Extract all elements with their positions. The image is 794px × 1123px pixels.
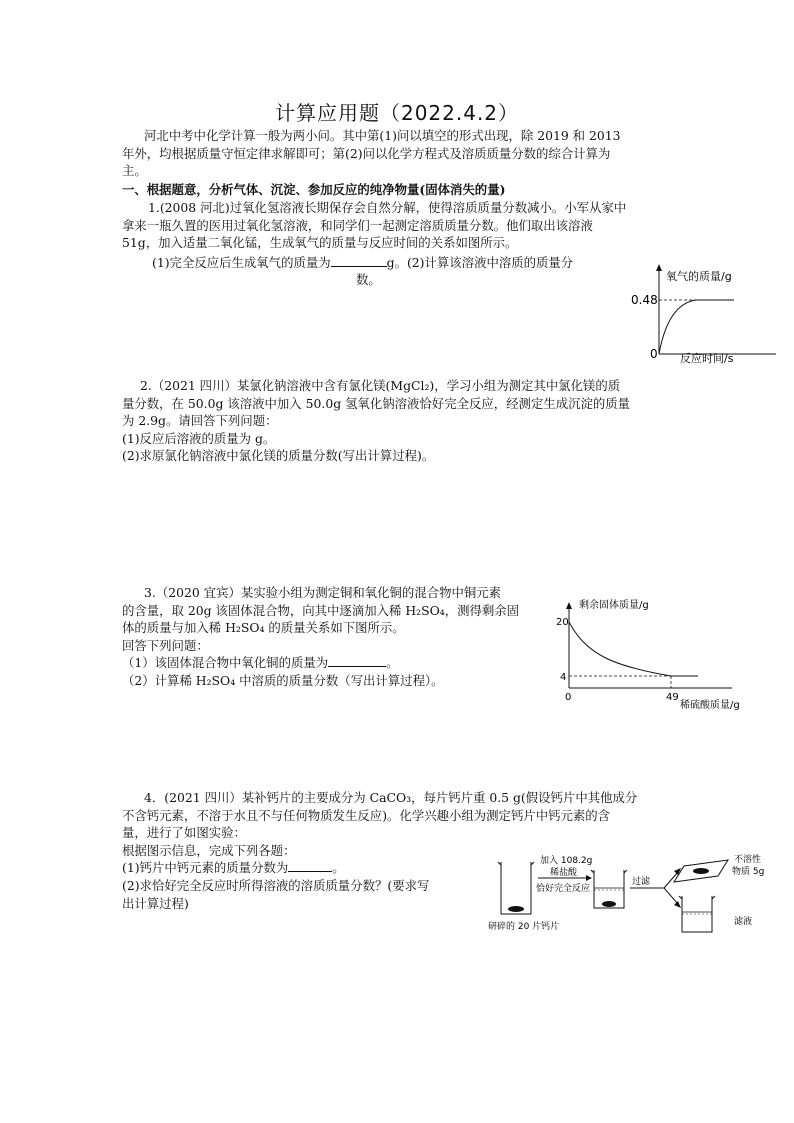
q1-curve [659, 300, 734, 354]
q4-line: 根据图示信息，完成下列各题： [122, 842, 296, 858]
q4-filter-label: 过滤 [632, 877, 651, 887]
question-2 [122, 377, 692, 465]
q2-line: (1)反应后溶液的质量为 g。 [122, 430, 276, 446]
q3-line: 体的质量与加入稀 H₂SO₄ 的质量关系如下图所示。 [122, 620, 405, 636]
q3-part-1-end: 。 [386, 655, 399, 671]
q3-ytick-low: 4 [560, 672, 567, 683]
q4-line: 不含钙元素，不溶于水且不与任何物质发生反应)。化学兴趣小组为测定钙片中钙元素的含 [122, 807, 611, 823]
q3-part-1-text: （1）该固体混合物中氧化铜的质量为 [122, 655, 329, 671]
q4-line: 量，进行了如图实验： [122, 825, 246, 841]
intro-line: 河北中考中化学计算一般为两小问。其中第(1)问以填空的形式出现，除 2019 和 2013 [144, 128, 621, 143]
q1-ylabel: 氧气的质量/g [666, 270, 732, 283]
beaker-1-icon [498, 862, 534, 914]
question-3 [122, 584, 562, 690]
q1-y-arrow-icon [656, 264, 662, 271]
q1-line: 拿来一瓶久置的医用过氧化氢溶液，和同学们一起测定溶质质量分数。他们取出该溶液 [122, 217, 593, 233]
q2-line: 量分数，在 50.0g 该溶液中加入 50.0g 氢氧化钠溶液恰好完全反应，经测定生成沉淀的质量 [122, 395, 631, 411]
q1-answer-blank[interactable] [331, 254, 387, 267]
q4-arrow-1-head-icon [586, 875, 592, 881]
q4-experiment-diagram [484, 852, 784, 942]
q3-ytick-top: 20 [556, 617, 569, 628]
q4-arrow-down-head-icon [674, 901, 681, 908]
q1-line: 1.(2008 河北)过氧化氢溶液长期保存会自然分解，使得溶质质量分数减小。小军从家中 [148, 200, 627, 215]
q3-part-1 [122, 654, 562, 672]
q1-origin: 0 [650, 347, 658, 361]
q4-part-1-text: (1)钙片中钙元素的质量分数为 [122, 860, 289, 876]
q3-line: 3.（2020 宜宾）某实验小组为测定铜和氧化铜的混合物中铜元素 [144, 585, 502, 600]
q3-line: 的含量，取 20g 该固体混合物，向其中逐滴加入稀 H₂SO₄，测得剩余固 [122, 602, 520, 618]
q4-part-1-end: 。 [332, 860, 345, 876]
beaker-3-icon [679, 896, 715, 932]
q1-line: 51g，加入适量二氧化锰，生成氧气的质量与反应时间的关系如图所示。 [122, 235, 518, 251]
q4-part-2-line: (2)求恰好完全反应时所得溶液的溶质质量分数？(要求写 [122, 877, 430, 893]
q4-insoluble-label: 不溶性 [734, 855, 762, 865]
q1-xlabel: 反应时间/s [680, 352, 734, 365]
q4-part-2-line: 出计算过程) [122, 895, 189, 911]
q1-part-1-text-post: g。(2)计算该溶液中溶质的质量分 [386, 254, 574, 270]
intro-line: 主。 [122, 163, 147, 179]
q4-add-label: 加入 108.2g [540, 856, 593, 866]
q4-filtrate-label: 滤液 [734, 917, 753, 927]
q3-part-2: （2）计算稀 H₂SO₄ 中溶质的质量分数（写出计算过程）。 [122, 672, 444, 688]
q4-reaction-label: 恰好完全反应 [536, 884, 591, 894]
q4-acid-label: 稀盐酸 [550, 868, 578, 878]
q3-origin: 0 [565, 692, 572, 703]
q3-answer-blank[interactable] [328, 654, 386, 667]
q4-line: 4．(2021 四川）某补钙片的主要成分为 CaCO₃，每片钙片重 0.5 g(假设钙片中其他成分 [144, 790, 638, 805]
q4-tablets-label: 研碎的 20 片钙片 [488, 922, 560, 932]
filter-paper-icon [674, 860, 728, 882]
q2-line: 2.（2021 四川）某氯化钠溶液中含有氯化镁(MgCl₂)，学习小组为测定其中氯化镁的质 [140, 378, 621, 393]
q2-line: 为 2.9g。请回答下列问题： [122, 413, 278, 429]
q1-part-1-end: 数。 [356, 272, 381, 288]
q1-part-1 [122, 254, 692, 272]
q3-xlabel: 稀硫酸质量/g [680, 700, 740, 711]
page-title: 计算应用题（2022.4.2） [274, 101, 520, 125]
section-heading: 一、根据题意，分析气体、沉淀、参加反应的纯净物量(固体消失的量) [122, 182, 506, 197]
q3-y-arrow-icon [566, 602, 572, 609]
q4-answer-blank[interactable] [288, 859, 332, 872]
q2-line: (2)求原氯化钠溶液中氯化镁的质量分数(写出计算过程)。 [122, 448, 435, 464]
q3-curve [569, 622, 698, 676]
q1-ytick: 0.48 [631, 293, 658, 307]
q3-line: 回答下列问题： [122, 637, 209, 653]
q1-oxygen-chart [628, 262, 780, 368]
q3-solid-mass-chart [552, 594, 752, 712]
question-1 [122, 199, 692, 289]
intro-line: 年外，均根据质量守恒定律求解即可；第(2)问以化学方程式及溶质质量分数的综合计算为 [122, 145, 611, 161]
beaker-2-icon [591, 870, 627, 908]
intro-paragraph [122, 127, 682, 180]
q1-part-1-text: (1)完全反应后生成氧气的质量为 [152, 254, 331, 270]
q4-arrow-down [664, 888, 678, 904]
q4-insoluble-label-2: 物质 5g [732, 867, 765, 877]
q3-ylabel: 剩余固体质量/g [579, 600, 649, 611]
q3-xtick: 49 [666, 692, 679, 703]
